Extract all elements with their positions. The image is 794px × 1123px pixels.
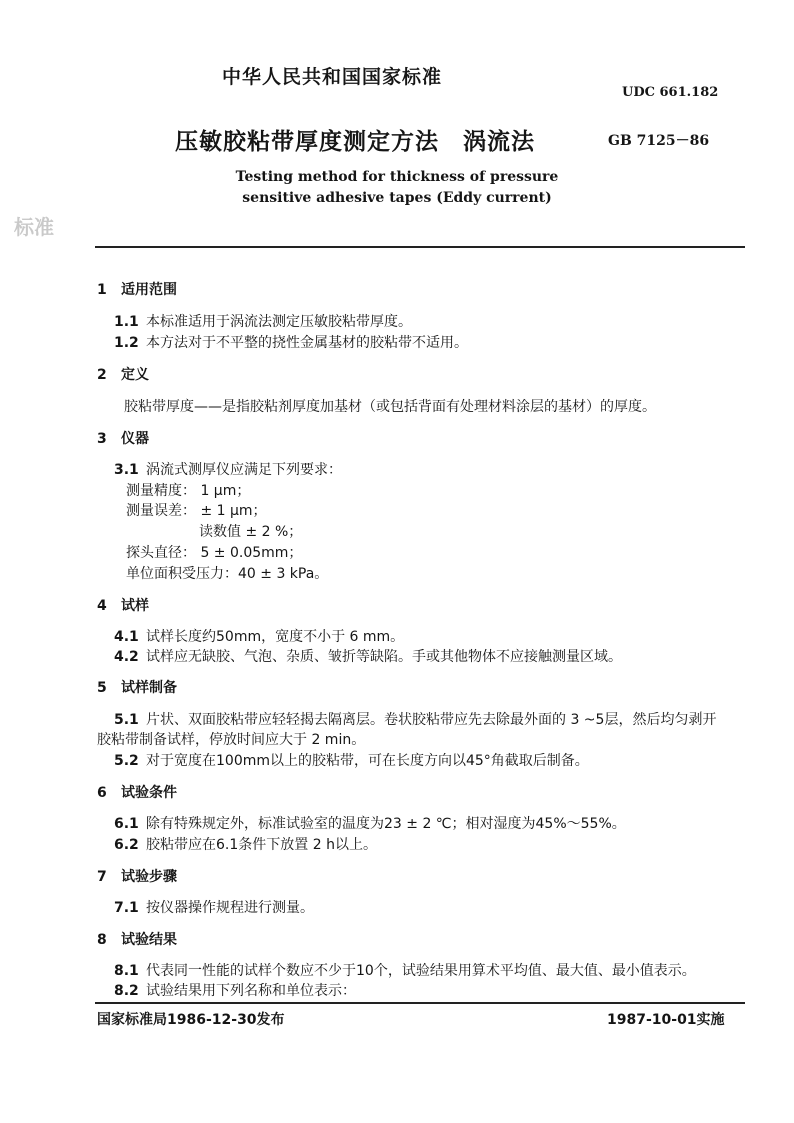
spec-error: 测量误差： ± 1 μm； [126, 503, 267, 519]
clause-number: 6.2 [114, 837, 139, 853]
clause-number: 1.2 [114, 335, 139, 351]
section-8-heading [97, 929, 177, 949]
clause-number: 5.2 [114, 753, 139, 769]
effective-date: 1987-10-01实施 [607, 1012, 725, 1028]
clause-text: 本标准适用于涡流法测定压敏胶粘带厚度。 [146, 314, 412, 330]
section-3-heading [97, 428, 149, 448]
gb-standard-code: GB 7125－86 [608, 133, 710, 149]
section-4-heading [97, 595, 149, 615]
clause-text: 涡流式测厚仪应满足下列要求： [146, 462, 342, 478]
section-number: 1 [97, 282, 107, 298]
clause-number: 7.1 [114, 900, 139, 916]
clause-number: 5.1 [114, 712, 139, 728]
clause-text: 除有特殊规定外，标准试验室的温度为23 ± 2 ℃；相对湿度为45%～55%。 [146, 816, 626, 832]
clause-4-1 [114, 626, 404, 646]
section-6-heading [97, 782, 177, 802]
section-title: 适用范围 [121, 282, 177, 298]
udc-code: UDC 661.182 [622, 85, 719, 100]
clause-text: 按仪器操作规程进行测量。 [146, 900, 314, 916]
spec-reading: 读数值 ± 2 %； [199, 524, 303, 540]
side-watermark: 标准 [14, 215, 54, 239]
clause-number: 1.1 [114, 314, 139, 330]
issued-by-date: 国家标准局1986-12-30发布 [97, 1012, 285, 1028]
clause-text: 试样应无缺胶、气泡、杂质、皱折等缺陷。手或其他物体不应接触测量区域。 [146, 649, 622, 665]
clause-7-1 [114, 897, 314, 917]
section-1-heading [97, 279, 177, 299]
section-7-heading [97, 866, 177, 886]
document-title-cn: 压敏胶粘带厚度测定方法 涡流法 [175, 129, 535, 155]
clause-text: 试验结果用下列名称和单位表示： [146, 983, 356, 999]
clause-number: 3.1 [114, 462, 139, 478]
clause-text: 本方法对于不平整的挠性金属基材的胶粘带不适用。 [146, 335, 468, 351]
national-standard-heading: 中华人民共和国国家标准 [222, 66, 443, 88]
clause-3-1 [114, 459, 342, 479]
clause-number: 8.1 [114, 963, 139, 979]
section-title: 定义 [121, 367, 149, 383]
clause-1-2 [114, 332, 468, 352]
clause-text: 片状、双面胶粘带应轻轻揭去隔离层。卷状胶粘带应先去除最外面的 3 ~5层，然后均匀剥开 [146, 712, 717, 728]
clause-8-1 [114, 960, 696, 980]
section-number: 8 [97, 932, 107, 948]
section-number: 6 [97, 785, 107, 801]
section-2-heading [97, 364, 149, 384]
section-number: 3 [97, 431, 107, 447]
spec-probe-diameter: 探头直径： 5 ± 0.05mm； [126, 545, 303, 561]
definition-text: 胶粘带厚度——是指胶粘剂厚度加基材（或包括背面有处理材料涂层的基材）的厚度。 [124, 399, 656, 415]
section-5-heading [97, 677, 177, 697]
section-number: 2 [97, 367, 107, 383]
section-number: 5 [97, 680, 107, 696]
clause-text: 试样长度约50mm，宽度不小于 6 mm。 [146, 629, 405, 645]
clause-6-1 [114, 813, 626, 833]
clause-number: 6.1 [114, 816, 139, 832]
section-title: 试样制备 [121, 680, 177, 696]
clause-number: 4.1 [114, 629, 139, 645]
document-title-en-line2: sensitive adhesive tapes (Eddy current) [242, 190, 552, 206]
section-title: 试验结果 [121, 932, 177, 948]
clause-6-2 [114, 834, 377, 854]
spec-precision: 测量精度： 1 μm； [126, 483, 251, 499]
section-title: 试验步骤 [121, 869, 177, 885]
section-title: 试验条件 [121, 785, 177, 801]
clause-1-1 [114, 311, 412, 331]
clause-number: 8.2 [114, 983, 139, 999]
section-number: 4 [97, 598, 107, 614]
clause-8-2 [114, 980, 356, 1000]
clause-5-1 [114, 709, 716, 729]
spec-pressure: 单位面积受压力：40 ± 3 kPa。 [126, 566, 329, 582]
clause-5-1-continuation: 胶粘带制备试样，停放时间应大于 2 min。 [97, 732, 366, 748]
clause-text: 对于宽度在100mm以上的胶粘带，可在长度方向以45°角截取后制备。 [146, 753, 589, 769]
clause-text: 胶粘带应在6.1条件下放置 2 h以上。 [146, 837, 377, 853]
section-number: 7 [97, 869, 107, 885]
section-title: 试样 [121, 598, 149, 614]
clause-text: 代表同一性能的试样个数应不少于10个，试验结果用算术平均值、最大值、最小值表示。 [146, 963, 696, 979]
clause-number: 4.2 [114, 649, 139, 665]
clause-4-2 [114, 646, 622, 666]
section-title: 仪器 [121, 431, 149, 447]
header-divider [95, 246, 745, 248]
document-title-en-line1: Testing method for thickness of pressure [235, 169, 559, 185]
footer-divider [95, 1002, 745, 1004]
clause-5-2 [114, 750, 589, 770]
